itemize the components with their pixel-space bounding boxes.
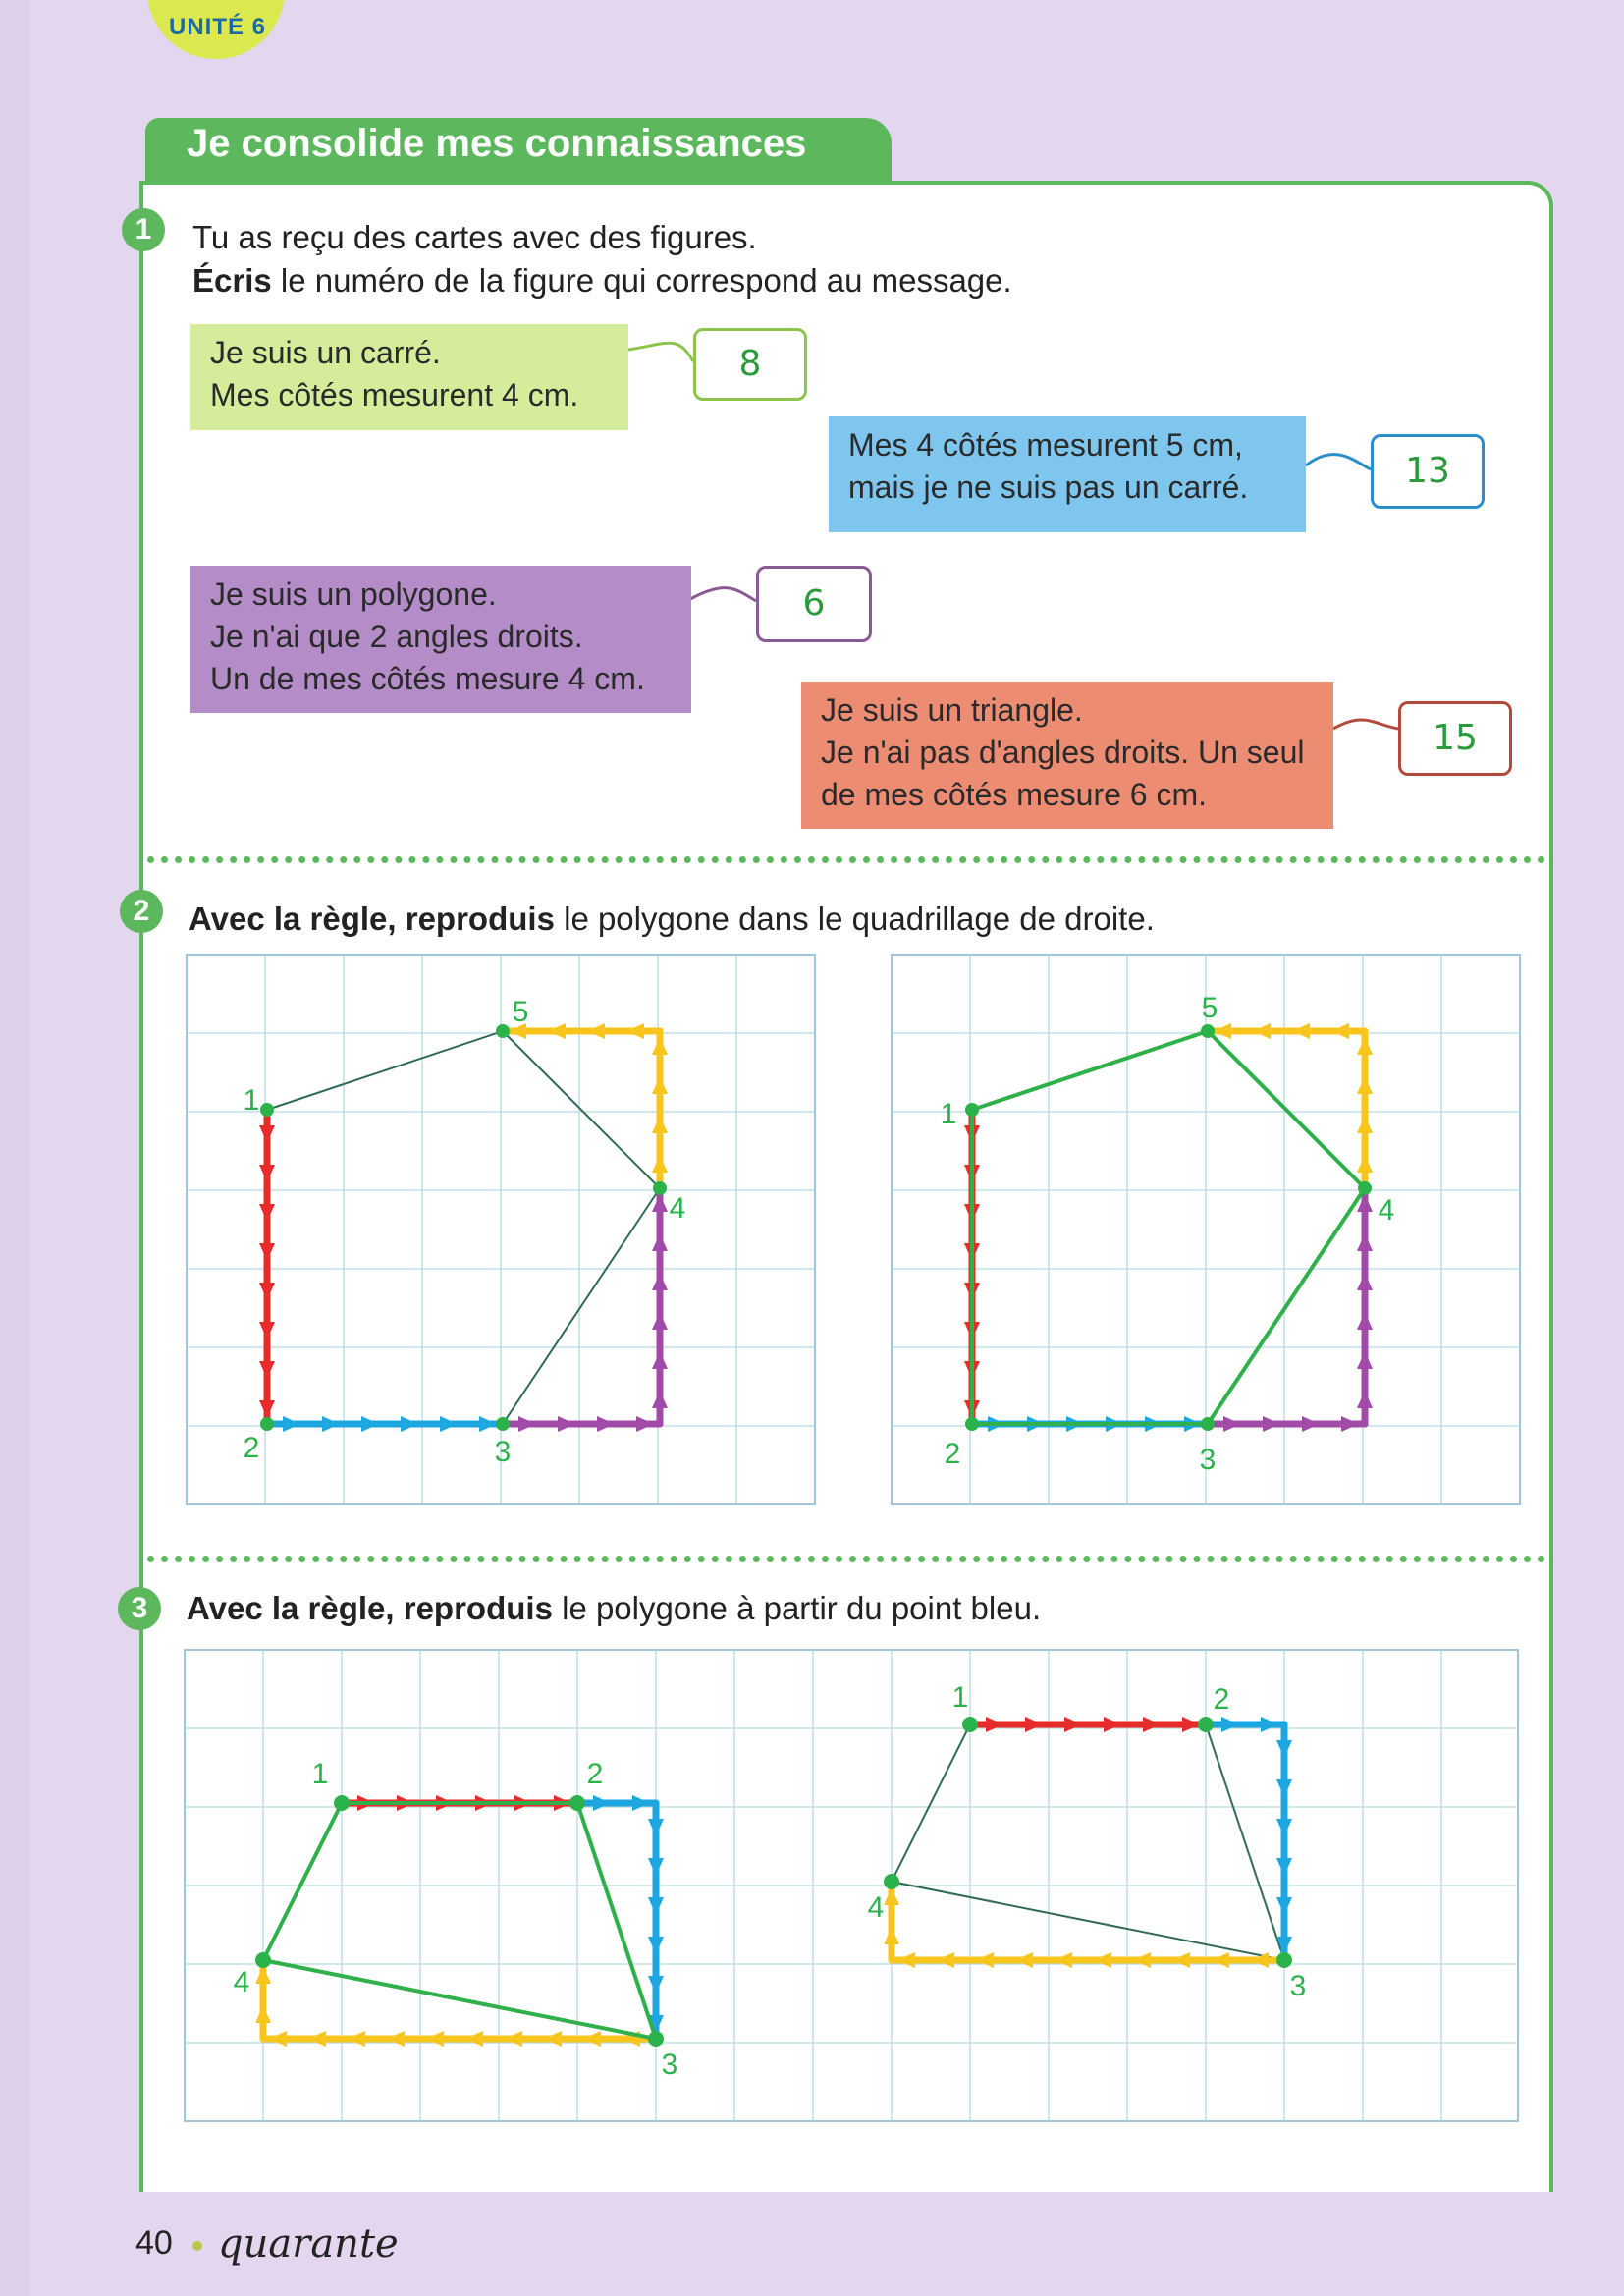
ex3-right-point-1 xyxy=(962,1717,978,1732)
ex2-right-label-3: 3 xyxy=(1199,1444,1217,1476)
ex3-left-label-4: 4 xyxy=(233,1966,250,1998)
ex3-right-point-3 xyxy=(1276,1952,1292,1968)
ex2-left-point-2 xyxy=(260,1417,274,1431)
ex2-right-label-2: 2 xyxy=(944,1438,961,1470)
ex2-left-point-3 xyxy=(496,1417,510,1431)
answer-2: 13 xyxy=(1405,451,1450,491)
ex3-left-label-1: 1 xyxy=(311,1758,329,1790)
ex2-right-label-1: 1 xyxy=(940,1098,957,1130)
ex3-right-label-4: 4 xyxy=(867,1891,885,1924)
ex2-left-label-5: 5 xyxy=(512,996,529,1028)
ex2-right-point-2 xyxy=(965,1417,979,1431)
ex3-left-point-4 xyxy=(255,1952,271,1968)
ex2-left-point-5 xyxy=(496,1024,510,1038)
page-dot xyxy=(192,2241,202,2251)
answer-1: 8 xyxy=(738,344,762,384)
ex2-left-point-1 xyxy=(260,1103,274,1117)
ex3-left-point-1 xyxy=(334,1795,350,1811)
card-1-line-1: Je suis un carré. xyxy=(210,335,441,370)
card-1-line-2: Mes côtés mesurent 4 cm. xyxy=(210,377,579,412)
exercise-3-verb: Avec la règle, reproduis xyxy=(187,1590,553,1626)
exercise-2-verb: Avec la règle, reproduis xyxy=(189,901,555,937)
ex2-right-label-5: 5 xyxy=(1201,992,1218,1024)
ex3-left-point-2 xyxy=(569,1795,585,1811)
card-3-line-2: Je n'ai que 2 angles droits. xyxy=(210,619,583,654)
ex2-right-point-4 xyxy=(1358,1181,1372,1195)
section-title: Je consolide mes connaissances xyxy=(187,122,807,165)
card-2-line-1: Mes 4 côtés mesurent 5 cm, xyxy=(848,427,1243,463)
ex3-left-point-3 xyxy=(648,2031,664,2047)
card-4-line-3: de mes côtés mesure 6 cm. xyxy=(821,777,1208,812)
ex3-right-point-4 xyxy=(884,1874,899,1889)
page-word: quarante xyxy=(218,2221,399,2267)
exercise-1-number: 1 xyxy=(122,208,165,251)
card-4-line-2: Je n'ai pas d'angles droits. Un seul xyxy=(821,735,1305,770)
card-4-line-1: Je suis un triangle. xyxy=(821,692,1083,728)
exercise-3-text: le polygone à partir du point bleu. xyxy=(552,1590,1042,1626)
ex3-right-point-2 xyxy=(1198,1717,1214,1732)
ex2-left-label-2: 2 xyxy=(243,1432,260,1464)
ex2-right-point-3 xyxy=(1201,1417,1215,1431)
card-2-line-2: mais je ne suis pas un carré. xyxy=(848,469,1249,505)
ex3-left-label-2: 2 xyxy=(586,1758,604,1790)
ex3-right-label-3: 3 xyxy=(1289,1970,1307,2002)
exercise-1-instruction: le numéro de la figure qui correspond au message. xyxy=(271,262,1012,299)
unit-label: UNITÉ 6 xyxy=(169,14,267,40)
exercise-1-verb: Écris xyxy=(192,262,272,299)
answer-3: 6 xyxy=(802,583,826,624)
ex3-left-label-3: 3 xyxy=(661,2049,678,2081)
separator-2 xyxy=(147,1556,1545,1562)
ex2-right-point-5 xyxy=(1201,1024,1215,1038)
ex2-right-point-1 xyxy=(965,1103,979,1117)
card-3-line-1: Je suis un polygone. xyxy=(210,576,497,612)
card-3-line-3: Un de mes côtés mesure 4 cm. xyxy=(210,661,645,696)
exercise-2-number: 2 xyxy=(120,890,163,933)
ex3-right-label-2: 2 xyxy=(1213,1683,1230,1716)
page-number: 40 xyxy=(135,2224,173,2262)
ex2-left-label-1: 1 xyxy=(243,1084,260,1117)
exercise-2-text: le polygone dans le quadrillage de droite. xyxy=(554,901,1155,937)
exercise-3-number: 3 xyxy=(118,1587,161,1630)
ex2-right-label-4: 4 xyxy=(1378,1194,1395,1227)
ex2-left-label-4: 4 xyxy=(669,1192,686,1225)
ex3-right-label-1: 1 xyxy=(951,1681,969,1714)
ex2-left-point-4 xyxy=(653,1181,667,1195)
ex2-left-label-3: 3 xyxy=(494,1436,512,1468)
exercise-3-instruction xyxy=(187,1587,1041,1630)
exercise-1-line1: Tu as reçu des cartes avec des figures. xyxy=(192,219,757,255)
answer-4: 15 xyxy=(1433,718,1478,758)
